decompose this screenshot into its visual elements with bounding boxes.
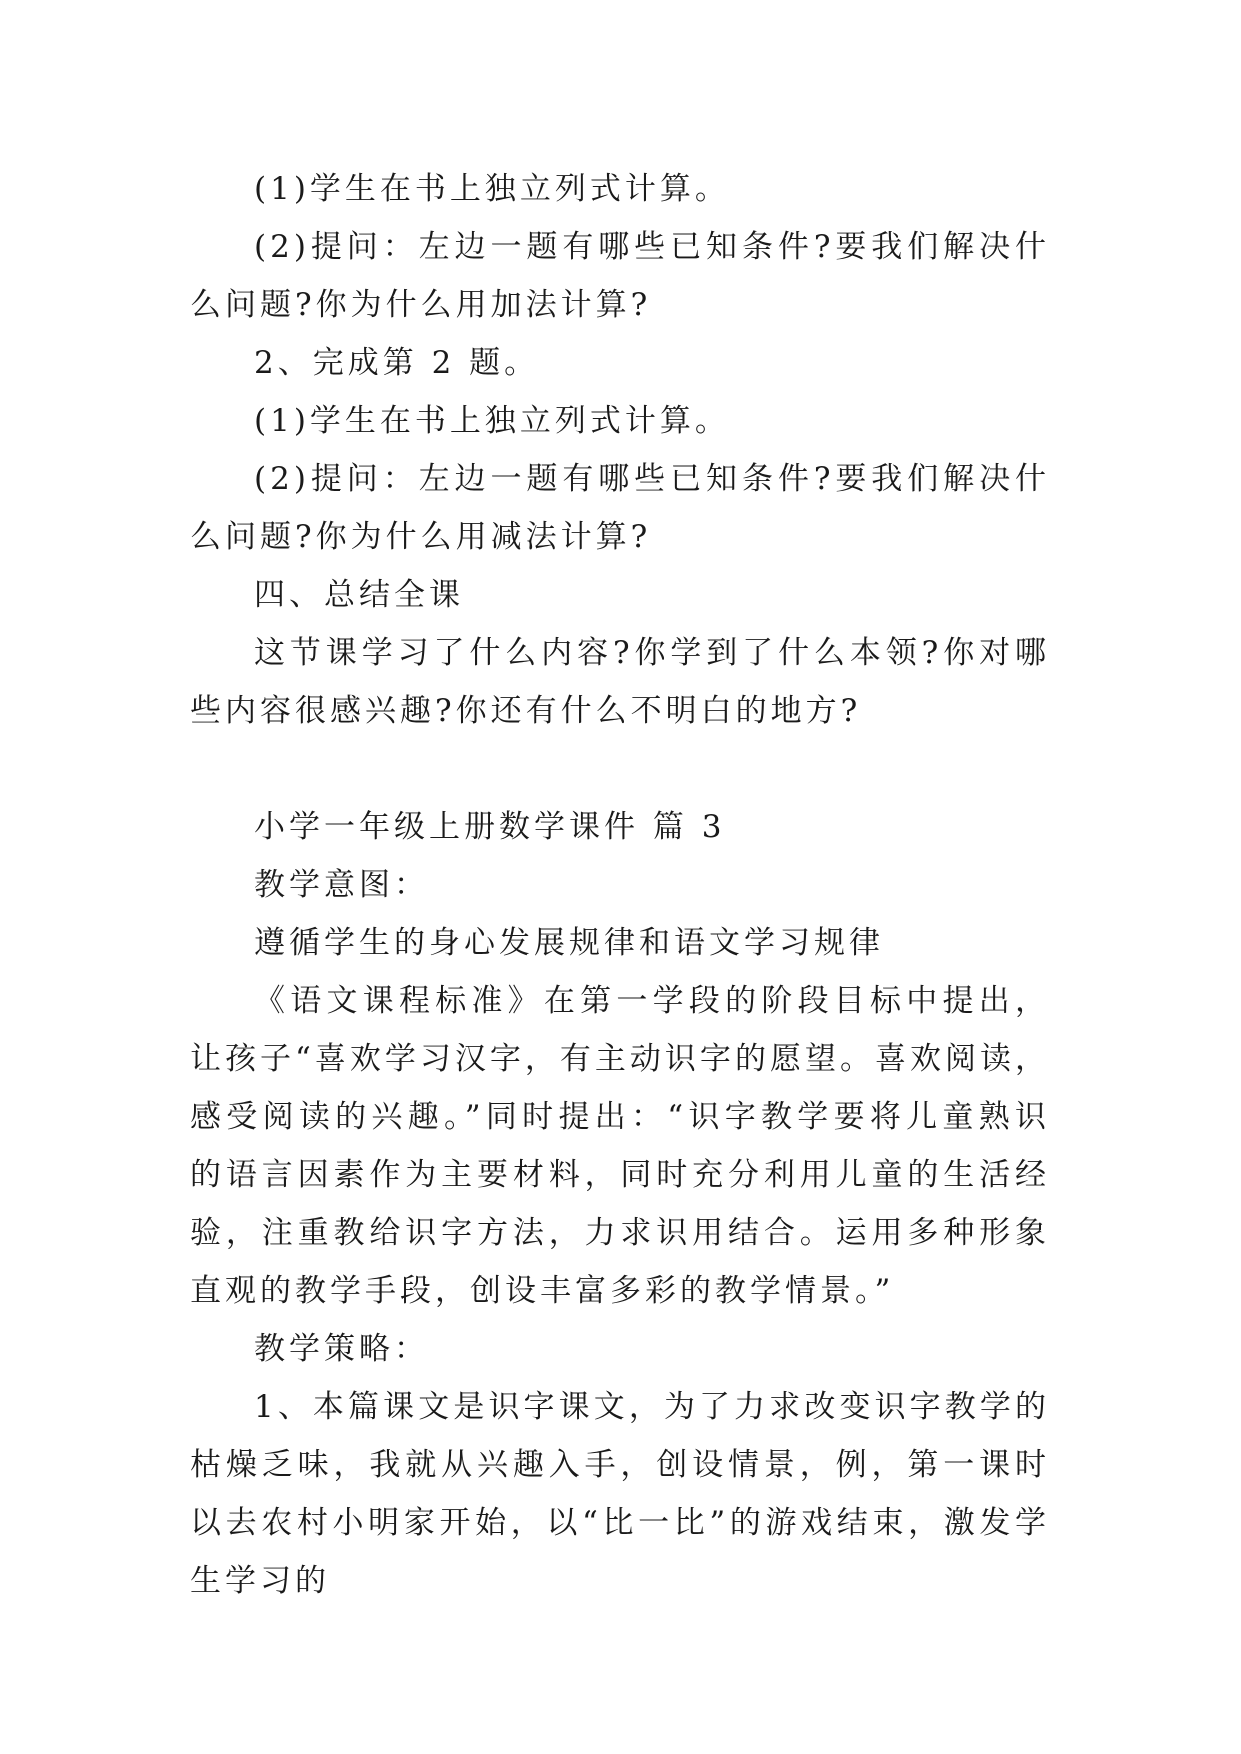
document-body [190, 160, 1050, 1610]
paragraph: 1、本篇课文是识字课文，为了力求改变识字教学的枯燥乏味，我就从兴趣入手，创设情景，例，第一课时以去农村小明家开始，以“比一比”的游戏结束，激发学生学习的 [190, 1389, 1050, 1599]
blank-line [190, 740, 1050, 798]
paragraph: (1)学生在书上独立列式计算。 [254, 403, 730, 439]
article-heading: 小学一年级上册数学课件 篇 3 [254, 809, 726, 845]
paragraph: (1)学生在书上独立列式计算。 [254, 171, 730, 207]
paragraph: 这节课学习了什么内容?你学到了什么本领?你对哪些内容很感兴趣?你还有什么不明白的地方? [190, 635, 1050, 729]
paragraph: 《语文课程标准》在第一学段的阶段目标中提出，让孩子“喜欢学习汉字，有主动识字的愿望。喜欢阅读，感受阅读的兴趣。”同时提出：“识字教学要将儿童熟识的语言因素作为主要材料，同时充分利用儿童的生活经验，注重教给识字方法，力求识用结合。运用多种形象直观的教学手段，创设丰富多彩的教学情景。” [190, 983, 1050, 1309]
paragraph: (2)提问：左边一题有哪些已知条件?要我们解决什么问题?你为什么用加法计算? [190, 229, 1050, 323]
paragraph: 教学策略： [254, 1331, 429, 1367]
paragraph: (2)提问：左边一题有哪些已知条件?要我们解决什么问题?你为什么用减法计算? [190, 461, 1050, 555]
paragraph: 遵循学生的身心发展规律和语文学习规律 [254, 925, 884, 961]
paragraph: 教学意图： [254, 867, 429, 903]
section-heading-summary: 四、总结全课 [254, 577, 464, 613]
paragraph: 2、完成第 2 题。 [254, 345, 540, 381]
